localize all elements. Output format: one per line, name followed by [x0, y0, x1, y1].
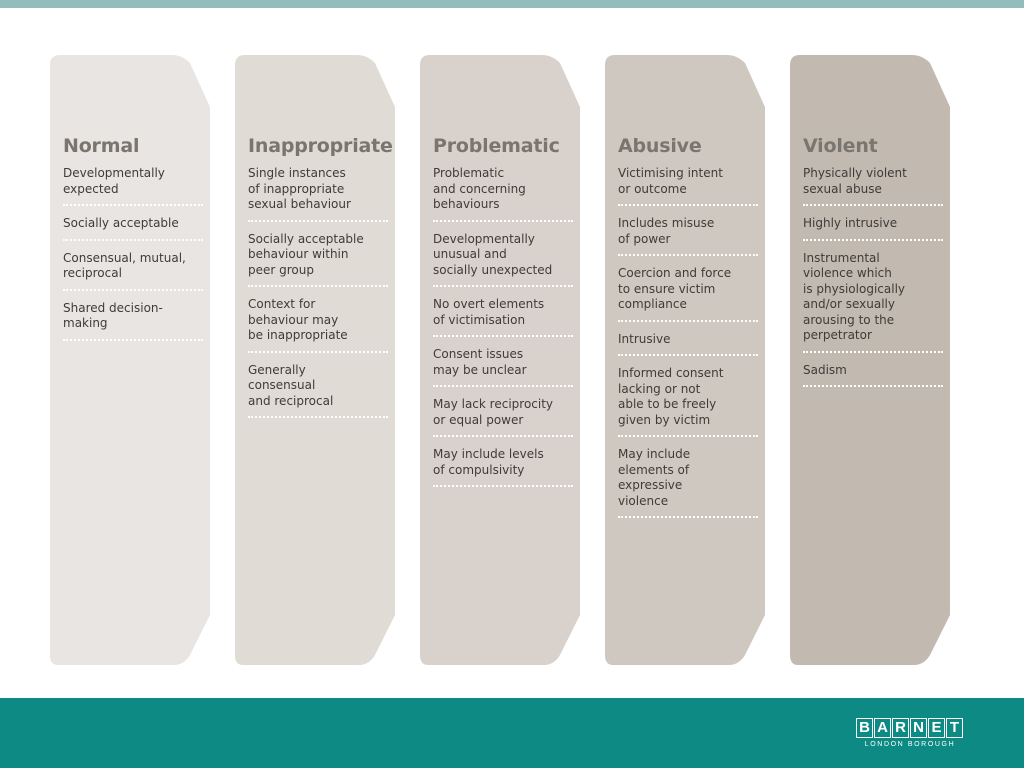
panel-title: Abusive — [618, 135, 702, 157]
logo-letter: A — [874, 718, 891, 738]
panel-item: May lack reciprocity or equal power — [433, 397, 573, 437]
panel-item: Victimising intent or outcome — [618, 166, 758, 206]
panel-item: May include elements of expressive violence — [618, 447, 758, 518]
panel-item: Consent issues may be unclear — [433, 347, 573, 387]
panel-violent — [790, 55, 952, 665]
panel-content — [618, 135, 758, 528]
panel-item: Instrumental violence which is physiologically and/or sexually arousing to the perpetrator — [803, 251, 943, 353]
top-accent-band — [0, 0, 1024, 8]
panel-item: Intrusive — [618, 332, 758, 357]
panel-abusive — [605, 55, 767, 665]
panel-item: Coercion and force to ensure victim compliance — [618, 266, 758, 322]
logo-letters — [856, 718, 970, 738]
panel-title: Normal — [63, 135, 140, 157]
panel-item: Physically violent sexual abuse — [803, 166, 943, 206]
panel-item: No overt elements of victimisation — [433, 297, 573, 337]
panel-content — [803, 135, 943, 397]
panel-title: Problematic — [433, 135, 560, 157]
panel-item: Developmentally expected — [63, 166, 203, 206]
panel-item: Informed consent lacking or not able to be freely given by victim — [618, 366, 758, 437]
panel-item: Single instances of inappropriate sexual behaviour — [248, 166, 388, 222]
panel-item: Sadism — [803, 363, 943, 388]
logo-letter: R — [892, 718, 909, 738]
panel-content — [248, 135, 393, 428]
panel-item: Highly intrusive — [803, 216, 943, 241]
panel-item: Developmentally unusual and socially unexpected — [433, 232, 573, 288]
panel-inappropriate — [235, 55, 397, 665]
logo-letter: B — [856, 718, 873, 738]
logo-letter: E — [928, 718, 945, 738]
barnet-logo — [856, 718, 970, 756]
panel-content — [63, 135, 203, 351]
panel-title: Violent — [803, 135, 878, 157]
panel-item: Shared decision- making — [63, 301, 203, 341]
panel-item: Consensual, mutual, reciprocal — [63, 251, 203, 291]
panel-problematic — [420, 55, 582, 665]
logo-subtitle: LONDON BOROUGH — [864, 741, 956, 748]
panel-item: May include levels of compulsivity — [433, 447, 573, 487]
panel-normal — [50, 55, 212, 665]
logo-letter: N — [910, 718, 927, 738]
panel-item: Socially acceptable — [63, 216, 203, 241]
logo-letter: T — [946, 718, 963, 738]
panel-item: Socially acceptable behaviour within peer group — [248, 232, 388, 288]
panel-content — [433, 135, 573, 497]
panel-title: Inappropriate — [248, 135, 393, 157]
panel-item: Includes misuse of power — [618, 216, 758, 256]
panel-item: Problematic and concerning behaviours — [433, 166, 573, 222]
panel-item: Context for behaviour may be inappropriate — [248, 297, 388, 353]
panel-item: Generally consensual and reciprocal — [248, 363, 388, 419]
